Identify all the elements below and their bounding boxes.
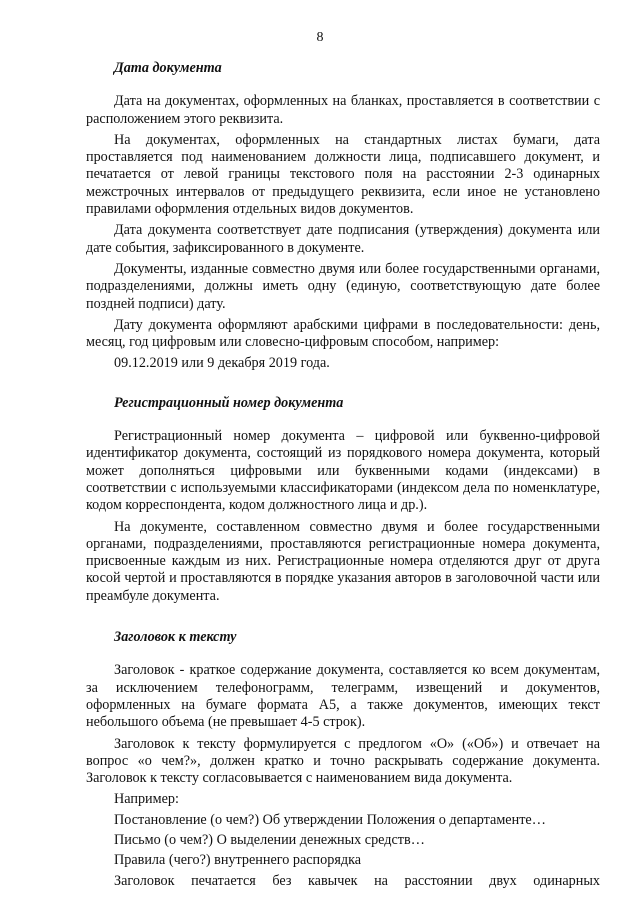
paragraph: Заголовок к тексту формулируется с предлогом «О» («Об») и отвечает на вопрос «о чем?», должен кратко и точно раскрывать содержание документа. Заголовок к тексту согласовывается с наименованием вида документа.: [86, 735, 600, 787]
paragraph: Дата на документах, оформленных на бланках, проставляется в соответствии с расположением этого реквизита.: [86, 93, 600, 127]
paragraph: Регистрационный номер документа – цифровой или буквенно-цифровой идентификатор документа, состоящий из порядкового номера документа, который может дополняться цифровыми или буквенными кодами (индексами) в соответствии с используемыми классификаторами (индексом дела по номенклатуре, кодом корреспондента, кодом должностного лица и др.).: [86, 428, 600, 514]
example-line: Постановление (о чем?) Об утверждении Положения о департаменте…: [114, 811, 546, 828]
paragraph: Дату документа оформляют арабскими цифрами в последовательности: день, месяц, год цифровым или словесно-цифровым способом, например:: [86, 316, 600, 351]
example-line: Правила (чего?) внутреннего распорядка: [114, 852, 362, 869]
document-body: [86, 60, 600, 894]
paragraph: Заголовок - краткое содержание документа, составляется ко всем документам, за исключением телефонограмм, телеграмм, извещений и документов, оформленных на бумаге формата А5, а также документов, имеющих текст небольшого объема (не превышает 4-5 строк).: [86, 662, 600, 731]
paragraph: Документы, изданные совместно двумя или более государственными органами, подразделениями, должны иметь одну (единую, соответствующую дате более поздней подписи) дату.: [86, 260, 600, 312]
paragraph-continued: Заголовок печатается без кавычек на расстоянии двух одинарных: [114, 872, 600, 889]
paragraph: На документе, составленном совместно двумя и более государственными органами, подразделениями, проставляются регистрационные номера документа, присвоенные каждым из них. Регистрационные номера отделяются друг от друга косой чертой и проставляются в порядке указания авторов в заголовочной части или преамбуле документа.: [86, 518, 600, 604]
section-heading-registration-number: Регистрационный номер документа: [114, 394, 344, 411]
page-number: 8: [316, 30, 324, 45]
example-line: Например:: [114, 791, 179, 808]
paragraph: Дата документа соответствует дате подписания (утверждения) документа или дате события, зафиксированного в документе.: [86, 222, 600, 256]
paragraph: На документах, оформленных на стандартных листах бумаги, дата проставляется под наименованием должности лица, подписавшего документ, и печатается от левой границы текстового поля на расстоянии 2-3 одинарных межстрочных интервалов от предыдущего реквизита, если иное не установлено правилами оформления отдельных видов документов.: [86, 131, 600, 218]
section-heading-date: Дата документа: [114, 60, 222, 76]
date-example: 09.12.2019 или 9 декабря 2019 года.: [114, 355, 330, 372]
section-heading-title-to-text: Заголовок к тексту: [114, 629, 237, 646]
example-line: Письмо (о чем?) О выделении денежных средств…: [114, 831, 425, 848]
